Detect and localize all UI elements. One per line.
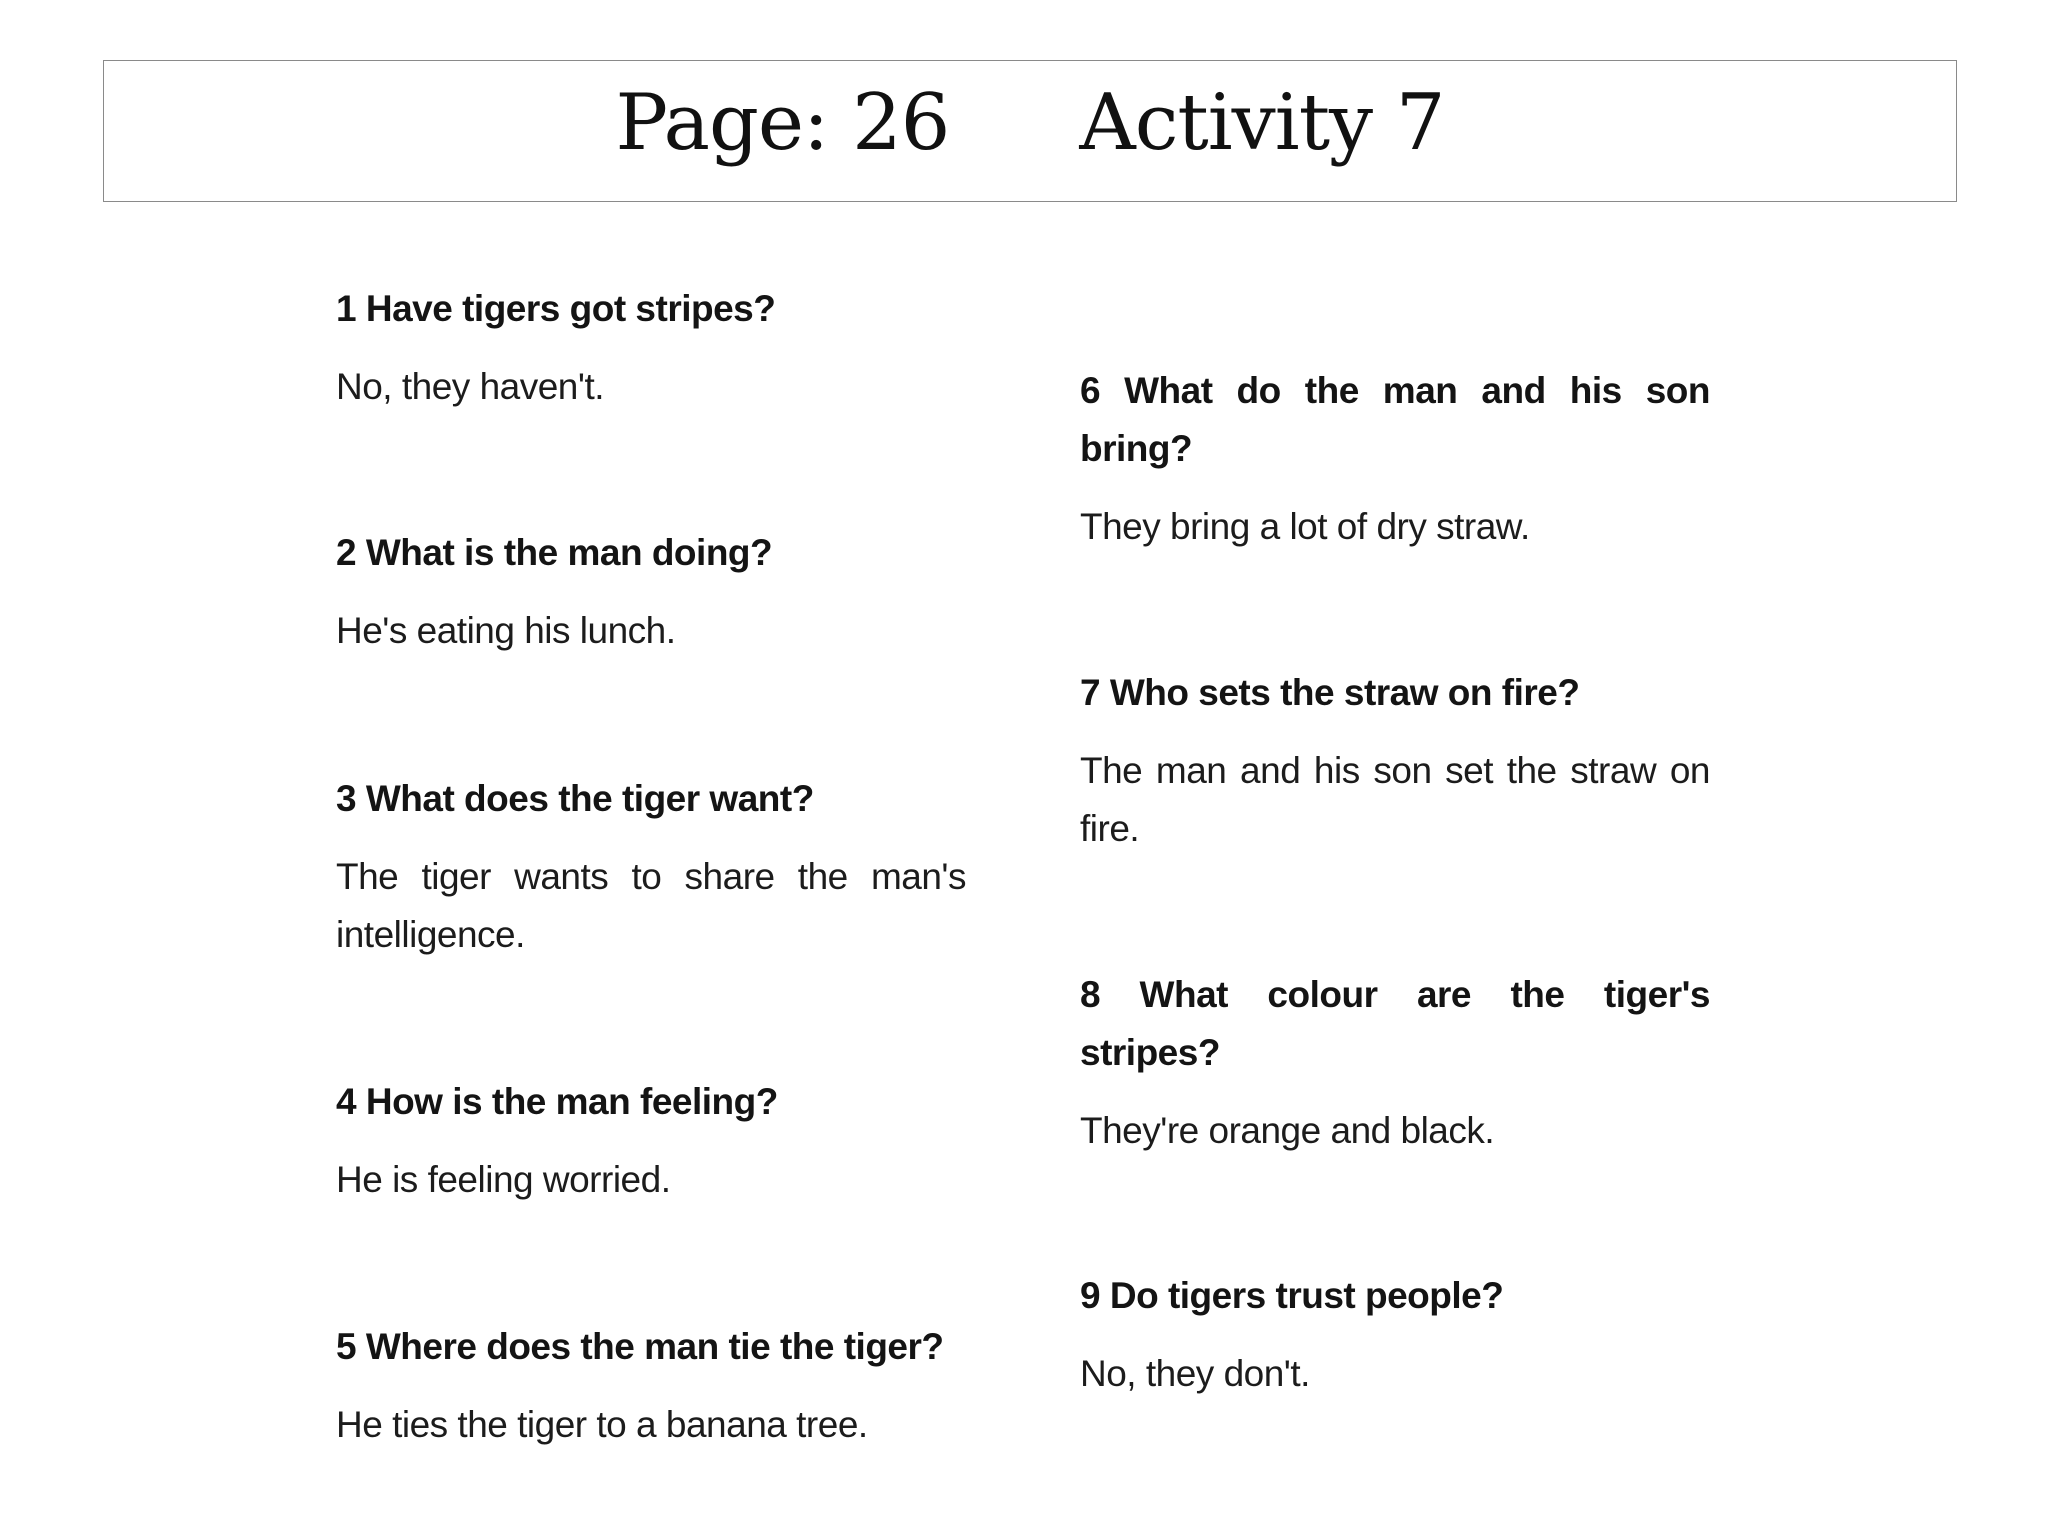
qa-item-1 xyxy=(336,280,966,416)
qa-item-7 xyxy=(1080,664,1710,858)
qa-item-9 xyxy=(1080,1267,1710,1403)
answer-2: He's eating his lunch. xyxy=(336,610,676,651)
activity-header xyxy=(103,60,1957,202)
question-8: 8 What colour are the tiger's stripes? xyxy=(1080,974,1710,1073)
question-7: 7 Who sets the straw on fire? xyxy=(1080,672,1580,713)
question-6: 6 What do the man and his son bring? xyxy=(1080,370,1710,469)
qa-item-6 xyxy=(1080,362,1710,556)
qa-item-8 xyxy=(1080,966,1710,1160)
page-number-label: Page: 26 xyxy=(615,78,950,168)
answer-9: No, they don't. xyxy=(1080,1353,1310,1394)
question-9: 9 Do tigers trust people? xyxy=(1080,1275,1504,1316)
question-3: 3 What does the tiger want? xyxy=(336,778,814,819)
qa-item-4 xyxy=(336,1073,966,1209)
qa-item-3 xyxy=(336,770,966,964)
qa-item-5 xyxy=(336,1318,966,1454)
answer-1: No, they haven't. xyxy=(336,366,605,407)
answer-7: The man and his son set the straw on fire. xyxy=(1080,750,1710,849)
question-1: 1 Have tigers got stripes? xyxy=(336,288,776,329)
question-5: 5 Where does the man tie the tiger? xyxy=(336,1326,944,1367)
question-4: 4 How is the man feeling? xyxy=(336,1081,778,1122)
header-title xyxy=(104,61,1956,201)
answer-5: He ties the tiger to a banana tree. xyxy=(336,1404,868,1445)
question-2: 2 What is the man doing? xyxy=(336,532,773,573)
answer-6: They bring a lot of dry straw. xyxy=(1080,506,1530,547)
answer-4: He is feeling worried. xyxy=(336,1159,671,1200)
qa-item-2 xyxy=(336,524,966,660)
activity-label: Activity 7 xyxy=(1079,78,1445,168)
answer-8: They're orange and black. xyxy=(1080,1110,1495,1151)
answer-3: The tiger wants to share the man's intelligence. xyxy=(336,856,966,955)
